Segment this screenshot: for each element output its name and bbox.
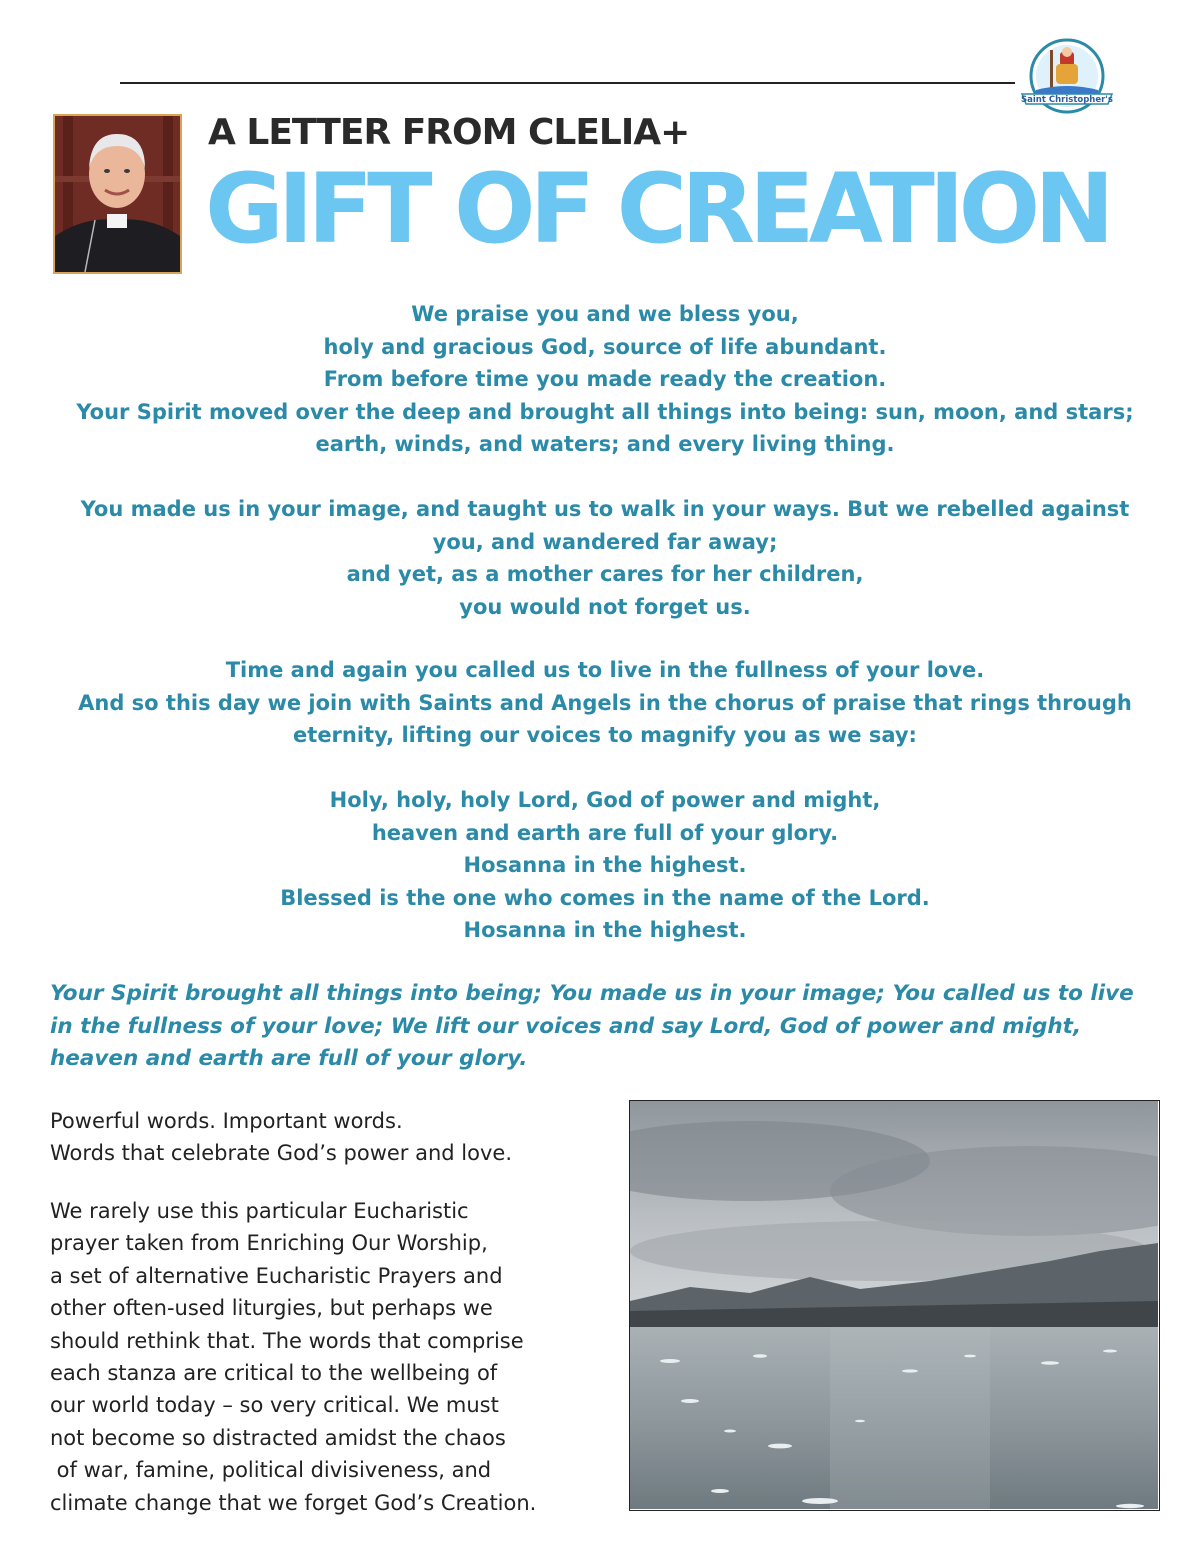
prayer-stanza [40, 784, 1170, 947]
body-line: our world today – so very critical. We must [50, 1393, 499, 1418]
body-line: other often-used liturgies, but perhaps we [50, 1296, 493, 1321]
prayer-line: holy and gracious God, source of life abundant. [323, 334, 887, 359]
prayer-line: eternity, lifting our voices to magnify you as we say: [293, 723, 917, 747]
body-line: Powerful words. Important words. [50, 1109, 403, 1133]
prayer-line: you would not forget us. [459, 594, 751, 619]
summary-line: in the fullness of your love; We lift our voices and say Lord, God of power and might, [50, 1013, 1082, 1039]
prayer-line: and yet, as a mother cares for her children, [346, 562, 864, 586]
prayer-stanza [40, 493, 1170, 623]
prayer-stanza [40, 654, 1170, 752]
prayer-line: From before time you made ready the creation. [323, 367, 887, 391]
body-line: each stanza are critical to the wellbeing of [50, 1361, 498, 1386]
body-paragraph [50, 1195, 610, 1519]
body-line: We rarely use this particular Eucharistic [50, 1199, 469, 1223]
letter-kicker: A LETTER FROM CLELIA+ [208, 112, 690, 153]
body-intro [50, 1105, 610, 1170]
body-line: of war, famine, political divisiveness, and [50, 1458, 492, 1483]
summary-line: heaven and earth are full of your glory. [50, 1046, 528, 1071]
page-title: GIFT OF CREATION [205, 153, 1109, 265]
prayer-stanza [40, 298, 1170, 461]
prayer-line: We praise you and we bless you, [411, 302, 799, 326]
summary-line: Your Spirit brought all things into being; You made us in your image; You called us to live [50, 981, 1134, 1006]
body-line: climate change that we forget God’s Creation. [50, 1490, 537, 1515]
prayer-line: You made us in your image, and taught us to walk in your ways. But we rebelled against [80, 497, 1130, 521]
header-rule [120, 82, 1015, 84]
body-line: Words that celebrate God’s power and love. [50, 1141, 513, 1166]
body-line: not become so distracted amidst the chaos [50, 1425, 506, 1450]
prayer-line: Blessed is the one who comes in the name of the Lord. [280, 885, 930, 910]
body-line: prayer taken from Enriching Our Worship, [50, 1231, 488, 1256]
author-portrait [53, 114, 182, 274]
prayer-line: Holy, holy, holy Lord, God of power and might, [329, 788, 881, 812]
prayer-summary [50, 978, 1160, 1076]
prayer-line: And so this day we join with Saints and Angels in the chorus of praise that rings through [78, 690, 1132, 715]
prayer-line: Hosanna in the highest. [463, 918, 747, 942]
prayer-line: Hosanna in the highest. [463, 853, 747, 877]
prayer-line: earth, winds, and waters; and every living thing. [315, 432, 895, 456]
prayer-line: Time and again you called us to live in the fullness of your love. [225, 658, 985, 682]
prayer-line: you, and wandered far away; [432, 529, 778, 554]
glacier-lake-photo [629, 1100, 1160, 1511]
prayer-line: heaven and earth are full of your glory. [371, 820, 839, 845]
church-logo [1012, 38, 1122, 122]
body-line: a set of alternative Eucharistic Prayers and [50, 1263, 503, 1288]
svg-text:Saint Christopher's: Saint Christopher's [1021, 95, 1113, 105]
body-line: should rethink that. The words that comprise [50, 1328, 524, 1353]
prayer-line: Your Spirit moved over the deep and brought all things into being: sun, moon, and stars; [76, 399, 1134, 424]
